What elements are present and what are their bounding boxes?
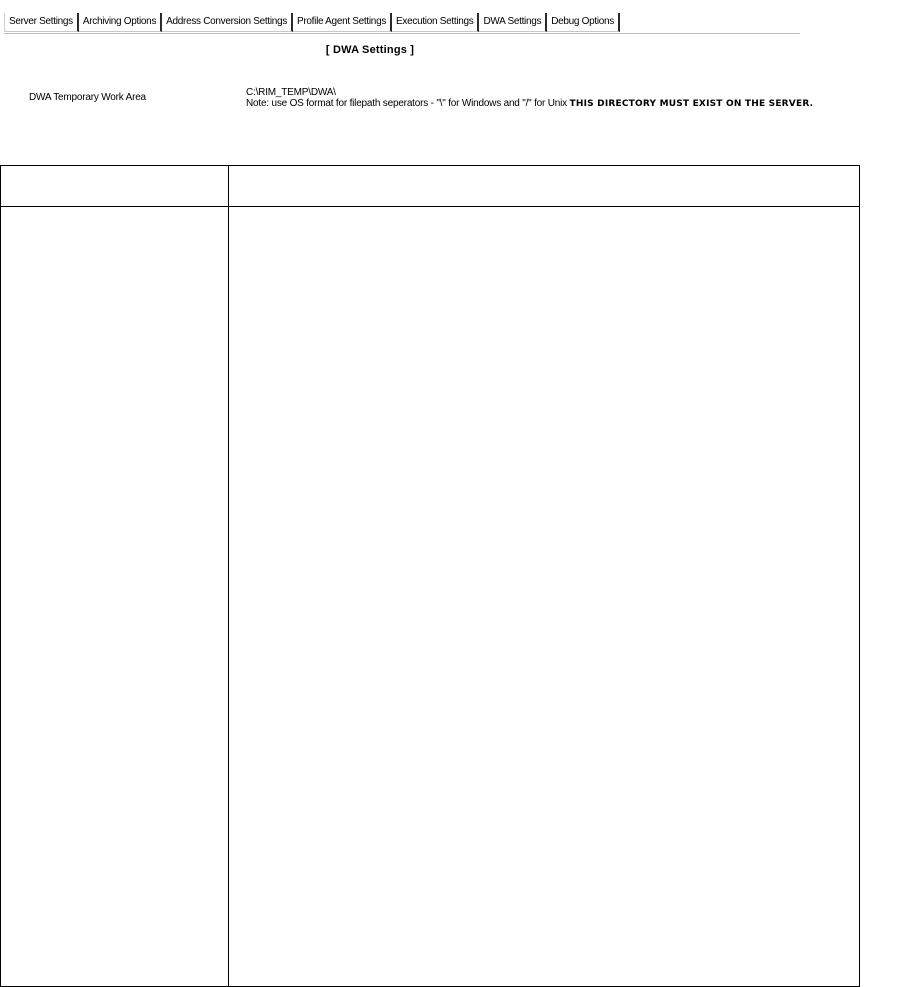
tab-execution-settings[interactable]: Execution Settings (392, 13, 479, 32)
dwa-temp-work-area-label: DWA Temporary Work Area (29, 92, 146, 103)
tab-server-settings[interactable]: Server Settings (4, 13, 79, 32)
tab-dwa-settings[interactable]: DWA Settings (479, 13, 547, 32)
tab-address-conversion-settings[interactable]: Address Conversion Settings (162, 13, 293, 32)
table-cell (229, 207, 860, 987)
table-header-cell (229, 166, 860, 207)
tab-debug-options[interactable]: Debug Options (547, 13, 620, 32)
table-header-row (1, 166, 860, 207)
filepath-separator-note: Note: use OS format for filepath seperators - "\" for Windows and "/" for Unix (246, 98, 567, 109)
table-cell (1, 207, 229, 987)
tab-profile-agent-settings[interactable]: Profile Agent Settings (293, 13, 392, 32)
directory-must-exist-warning: THIS DIRECTORY MUST EXIST ON THE SERVER. (569, 99, 814, 109)
table-row (1, 207, 860, 987)
dwa-temp-work-area-value: C:\RIM_TEMP\DWA\ (246, 87, 336, 98)
settings-tab-strip (4, 8, 620, 32)
dwa-temp-work-area-note (232, 98, 897, 110)
section-title: [ DWA Settings ] (325, 44, 415, 56)
settings-table (0, 165, 860, 987)
table-header-cell (1, 166, 229, 207)
tab-archiving-options[interactable]: Archiving Options (79, 13, 162, 32)
